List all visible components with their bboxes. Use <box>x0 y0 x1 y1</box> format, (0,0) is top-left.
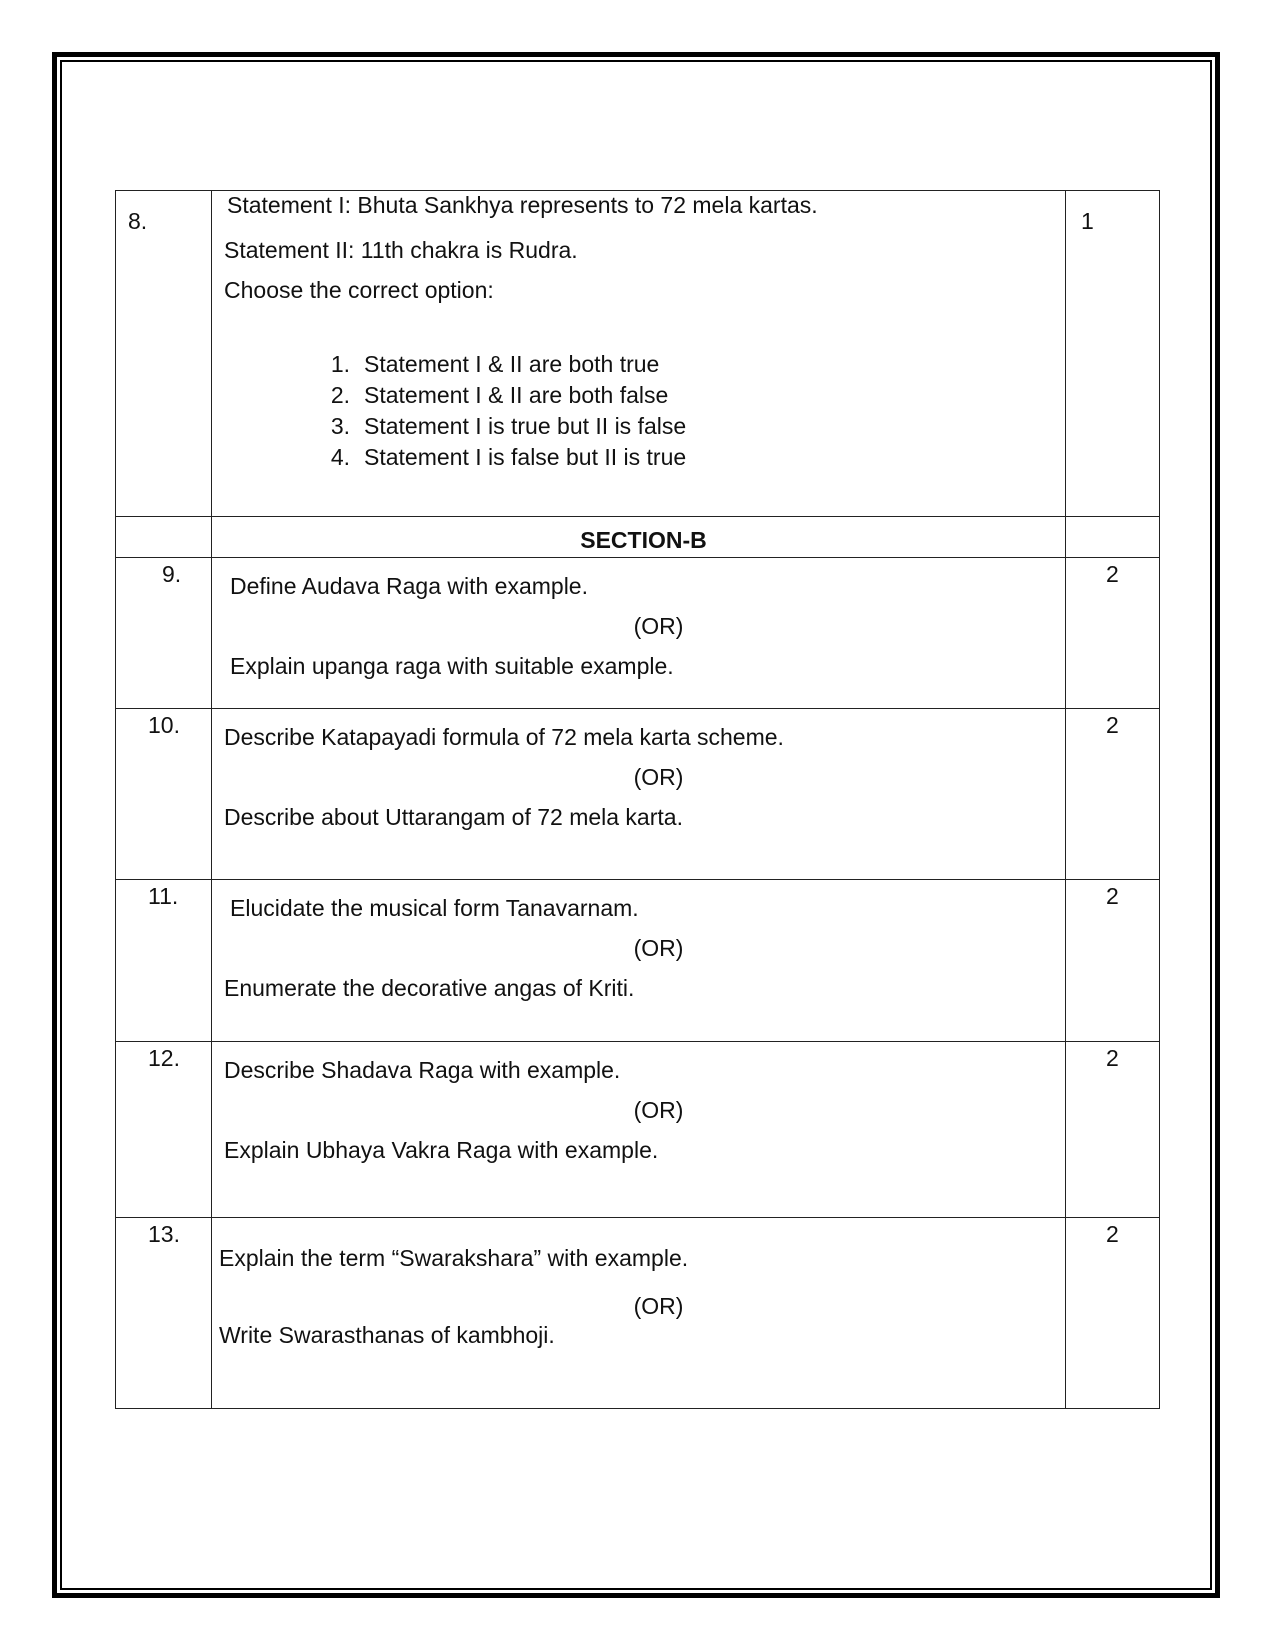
option-item: 1. Statement I & II are both true <box>330 351 660 377</box>
option-item: 4. Statement I is false but II is true <box>330 444 687 470</box>
marks: 1 <box>1081 208 1094 234</box>
question-prompt: Choose the correct option: <box>224 277 494 303</box>
question-text-b: Explain Ubhaya Vakra Raga with example. <box>224 1137 659 1163</box>
question-text-b: Write Swarasthanas of kambhoji. <box>219 1322 555 1348</box>
question-row-8 <box>116 191 1160 517</box>
question-number: 12. <box>148 1045 180 1071</box>
options-list <box>312 349 686 473</box>
question-number: 9. <box>162 561 182 587</box>
option-item: 3. Statement I is true but II is false <box>330 413 687 439</box>
question-row-9 <box>116 558 1160 709</box>
or-separator: (OR) <box>633 613 684 639</box>
section-title: SECTION-B <box>580 527 707 553</box>
marks: 2 <box>1106 561 1119 587</box>
statement-1: Statement I: Bhuta Sankhya represents to 72 mela kartas. <box>227 192 818 218</box>
question-text-a: Explain the term “Swarakshara” with example. <box>219 1245 689 1271</box>
question-row-11 <box>116 880 1160 1042</box>
question-text-b: Enumerate the decorative angas of Kriti. <box>224 975 635 1001</box>
question-text-b: Explain upanga raga with suitable example. <box>230 653 674 679</box>
or-separator: (OR) <box>633 1097 684 1123</box>
marks: 2 <box>1106 712 1119 738</box>
question-text-a: Describe Katapayadi formula of 72 mela karta scheme. <box>224 724 784 750</box>
question-number: 13. <box>148 1221 180 1247</box>
option-item: 2. Statement I & II are both false <box>330 382 669 408</box>
or-separator: (OR) <box>633 935 684 961</box>
question-text-a: Elucidate the musical form Tanavarnam. <box>230 895 639 921</box>
marks: 2 <box>1106 1221 1119 1247</box>
question-text-b: Describe about Uttarangam of 72 mela karta. <box>224 804 683 830</box>
statement-2: Statement II: 11th chakra is Rudra. <box>224 237 578 263</box>
or-separator: (OR) <box>633 764 684 790</box>
marks: 2 <box>1106 1045 1119 1071</box>
question-text-a: Define Audava Raga with example. <box>230 573 588 599</box>
question-number: 10. <box>148 712 180 738</box>
or-separator: (OR) <box>633 1293 684 1319</box>
section-header-row <box>116 517 1160 558</box>
question-number: 11. <box>148 883 179 909</box>
question-row-13 <box>116 1218 1160 1409</box>
marks: 2 <box>1106 883 1119 909</box>
question-row-10 <box>116 709 1160 880</box>
question-table <box>115 190 1160 1409</box>
question-row-12 <box>116 1042 1160 1218</box>
question-number: 8. <box>128 208 148 234</box>
question-text-a: Describe Shadava Raga with example. <box>224 1057 621 1083</box>
